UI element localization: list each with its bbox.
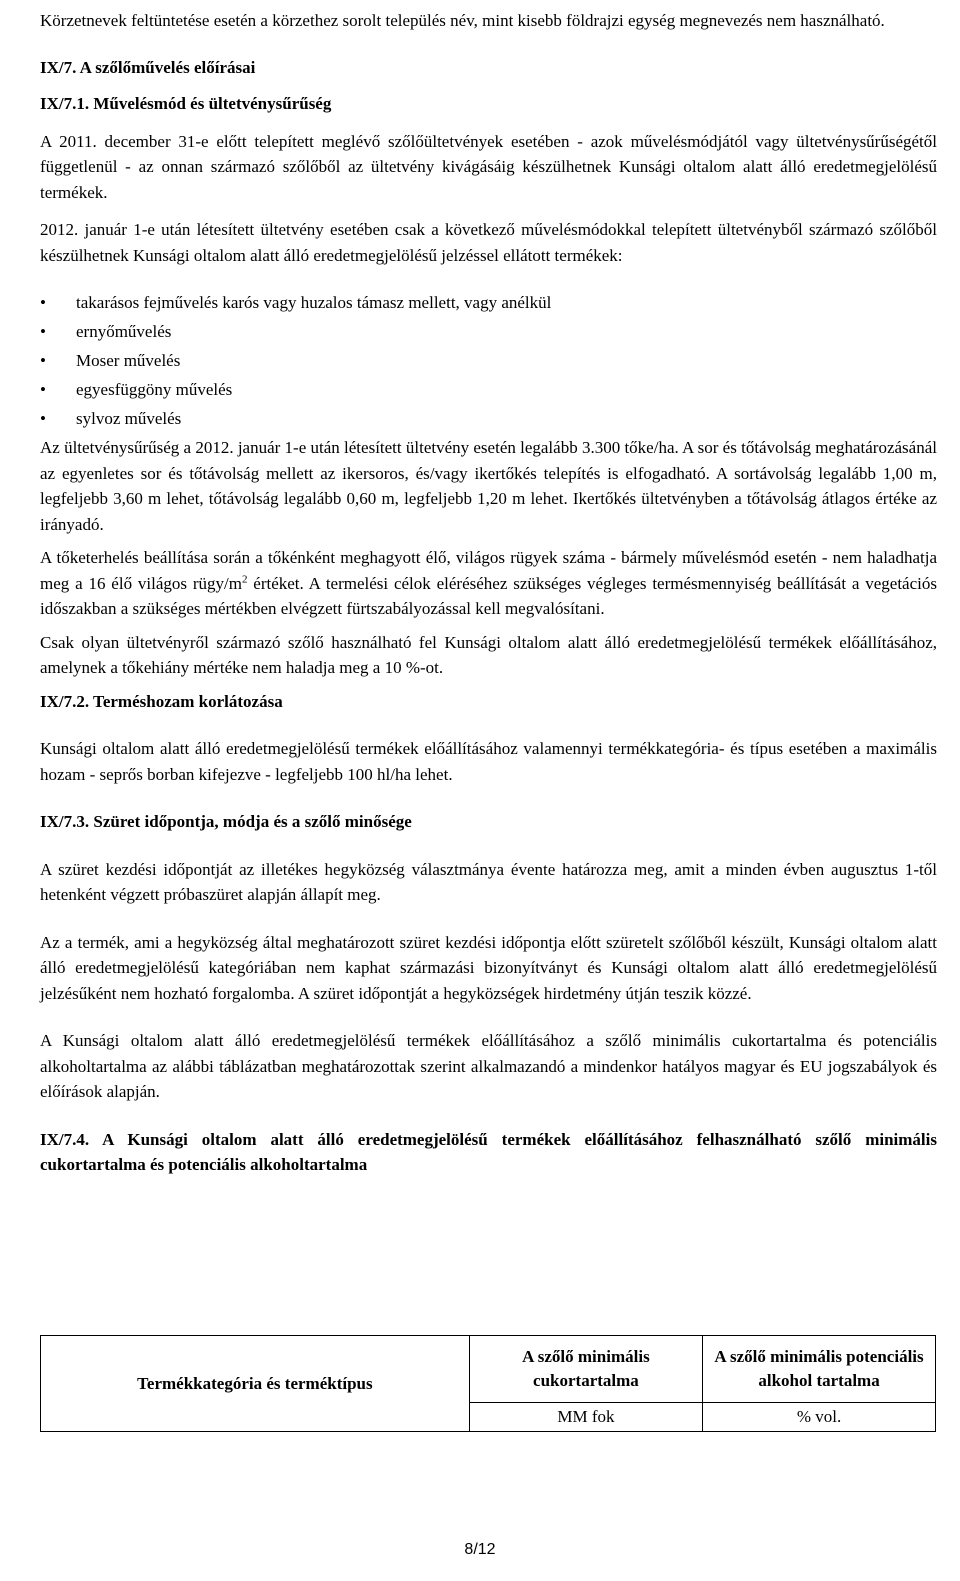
paragraph-2012: 2012. január 1-e után létesített ültetvény esetében csak a következő művelésmódokkal telepített ültetvényből származó szőlőből készülhetnek Kunsági oltalom alatt álló eredetmegjelölésű jelzéssel ellátott termékek: [40, 220, 937, 265]
list-item: • Moser művelés [40, 346, 937, 375]
paragraph-bud-load [40, 545, 937, 622]
bud-load-superscript: 2 [241, 572, 248, 585]
document-page [40, 0, 937, 1178]
table-unit-sugar: MM fok [469, 1403, 702, 1432]
list-item: • sylvoz művelés [40, 404, 937, 433]
paragraph-density: Az ültetvénysűrűség a 2012. január 1-e után létesített ültetvény esetén legalább 3.300 tőke/ha. A sor és tőtávolság meghatározásánál az egyenletes sor és tőtávolság mellett az ikersoros, és/vagy ikertőkés telepítés is elfogadható. A sortávolság legalább 1,00 m, legfeljebb 3,60 m lehet, tőtávolság legalább 0,60 m, legfeljebb 1,20 m lehet. Ikertőkés ültetvényben a tőtávolság átlagos értéke az irányadó. [40, 438, 937, 534]
paragraph-yield: Kunsági oltalom alatt álló eredetmegjelölésű termékek előállításához valamennyi termékkategória- és típus esetében a maximális hozam - seprős borban kifejezve - legfeljebb 100 hl/ha lehet. [40, 739, 937, 784]
bud-load-text-a: A tőketerhelés beállítása során a tőkénként meghagyott élő, világos rügyek száma - bármely művelésmód esetén - nem haladhatja meg a 16 élő világos rügy/m [40, 548, 937, 593]
paragraph-deficit: Csak olyan ültetvényről származó szőlő használható fel Kunsági oltalom alatt álló eredetmegjelölésű termékek előállításához, amelynek a tőkehiány mértéke nem haladja meg a 10 %-ot. [40, 632, 937, 677]
sugar-alcohol-table [40, 1335, 936, 1432]
list-item: • takarásos fejművelés karós vagy huzalos támasz mellett, vagy anélkül [40, 288, 937, 317]
paragraph-harvest-start: A szüret kezdési időpontját az illetékes hegyközség választmánya évente határozza meg, amit a minden évben augusztus 1-től hetenként végzett próbaszüret alapján állapít meg. [40, 859, 937, 904]
paragraph-2011: A 2011. december 31-e előtt telepített meglévő szőlőültetvények esetében - azok művelésmódjától vagy ültetvénysűrűségétől függetlenül - az onnan származó szőlőből az ültetvény kivágásáig készülhetnek Kunsági oltalom alatt álló eredetmegjelölésű termékek. [40, 131, 937, 202]
section-heading-ix73: IX/7.3. Szüret időpontja, módja és a szőlő minősége [40, 812, 412, 831]
page-number: 8/12 [464, 1541, 496, 1558]
section-heading-ix71: IX/7.1. Művelésmód és ültetvénysűrűség [40, 94, 332, 113]
section-heading-ix7: IX/7. A szőlőművelés előírásai [40, 57, 256, 77]
section-heading-ix72: IX/7.2. Terméshozam korlátozása [40, 691, 283, 711]
table-header-alcohol: A szőlő minimális potenciális alkohol tartalma [703, 1336, 936, 1403]
table-unit-alcohol: % vol. [703, 1403, 936, 1432]
list-item: • egyesfüggöny művelés [40, 375, 937, 404]
cultivation-method-list [40, 288, 937, 433]
list-item: • ernyőművelés [40, 317, 937, 346]
table-header-category: Termékkategória és terméktípus [41, 1336, 470, 1432]
table-header-row [41, 1336, 936, 1403]
section-heading-ix74: IX/7.4. A Kunsági oltalom alatt álló eredetmegjelölésű termékek előállításához felhasználható szőlő minimális cukortartalma és potenciális alkoholtartalma [40, 1129, 937, 1174]
paragraph-harvest-sugar: A Kunsági oltalom alatt álló eredetmegjelölésű termékek előállításához a szőlő minimális cukortartalma és potenciális alkoholtartalma az alábbi táblázatban meghatározottak szerint alkalmazandó a mindenkor hatályos magyar és EU jogszabályok és előírások alapján. [40, 1031, 937, 1101]
bud-load-text-b: értéket. A termelési célok eléréséhez szükséges végleges termésmennyiség beállítását a vegetációs időszakban a szükséges mértékben elvégzett fürtszabályozással kell megvalósítani. [40, 573, 937, 618]
intro-paragraph: Körzetnevek feltüntetése esetén a körzethez sorolt település név, mint kisebb földrajzi egység megnevezés nem használható. [40, 11, 885, 30]
paragraph-harvest-early: Az a termék, ami a hegyközség által meghatározott szüret kezdési időpontja előtt szüretelt szőlőből készült, Kunsági oltalom alatt álló eredetmegjelölésű kategóriában nem kaphat származási bizonyítványt és Kunsági oltalom alatt álló eredetmegjelölésű jelzésűként nem hozható forgalomba. A szüret időpontját a hegyközségek hirdetmény útján teszik közzé. [40, 932, 937, 1003]
table-header-sugar: A szőlő minimális cukortartalma [469, 1336, 702, 1403]
